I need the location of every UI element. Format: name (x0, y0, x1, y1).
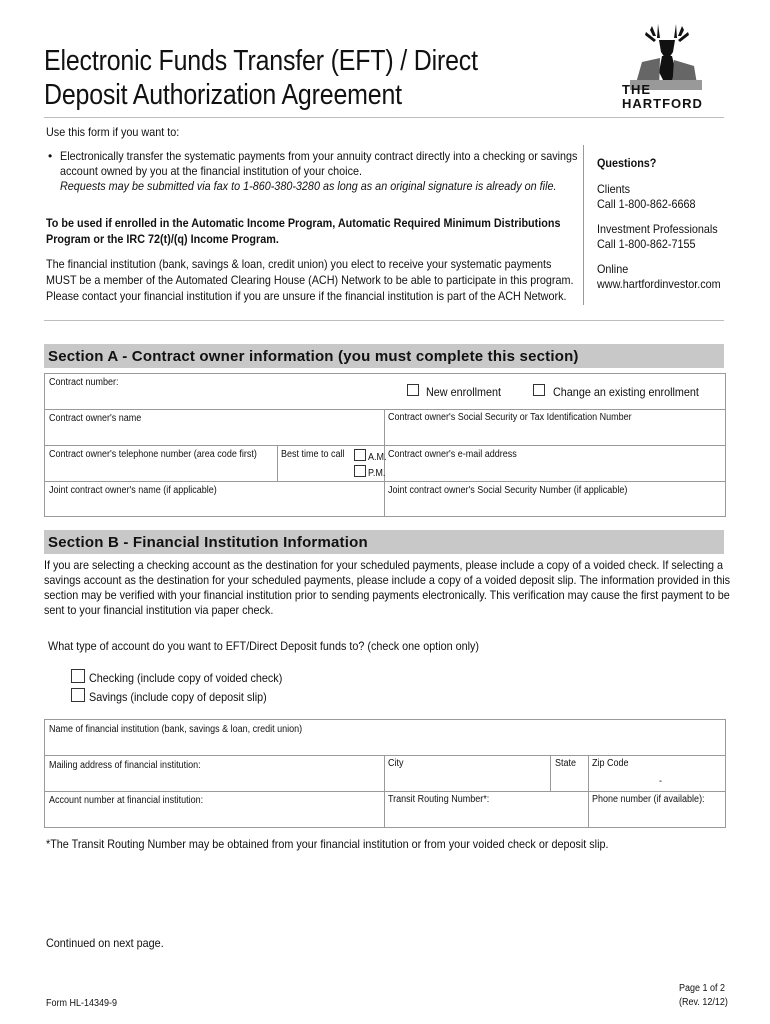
bullet-marker: • (48, 149, 53, 163)
phone-input[interactable] (592, 808, 720, 826)
section-b-para-line4: sent to your financial institution via paper check. (44, 603, 274, 617)
contract-number-input[interactable] (49, 388, 399, 408)
owner-name-input[interactable] (49, 425, 379, 444)
section-b-header (44, 530, 724, 554)
zip-input[interactable] (592, 772, 720, 790)
form-title-line2: Deposit Authorization Agreement (44, 79, 402, 111)
bullet-line2: account owned by you at the financial institution of your choice. (60, 164, 362, 178)
am-checkbox[interactable] (354, 449, 366, 461)
mailing-address-input[interactable] (49, 772, 379, 790)
ach-line2: MUST be a member of the Automated Clearing House (ACH) Network to be able to participate in this program. (46, 273, 574, 287)
best-time-label: Best time to call (281, 449, 345, 460)
hartford-logo (612, 22, 722, 116)
owner-ssn-label: Contract owner's Social Security or Tax Identification Number (388, 412, 632, 423)
ach-line1: The financial institution (bank, savings & loan, credit union) you elect to receive your systematic payments (46, 257, 552, 271)
col-divider (588, 755, 589, 827)
zip-label: Zip Code (592, 758, 629, 769)
new-enrollment-label: New enrollment (426, 385, 502, 399)
inv-label: Investment Professionals (597, 222, 718, 236)
zip-dash: - (659, 776, 663, 787)
owner-name-label: Contract owner's name (49, 413, 142, 424)
owner-phone-input[interactable] (49, 462, 274, 480)
owner-email-label: Contract owner's e-mail address (388, 449, 517, 460)
revision: (Rev. 12/12) (679, 997, 728, 1008)
col-divider (550, 755, 551, 791)
routing-number-input[interactable] (388, 808, 584, 826)
row-divider (45, 409, 725, 410)
account-number-label: Account number at financial institution: (49, 795, 204, 806)
routing-footnote: *The Transit Routing Number may be obtained from your financial institution or from your voided check or deposit slip. (46, 837, 609, 851)
form-title-line1: Electronic Funds Transfer (EFT) / Direct (44, 45, 478, 77)
page-number: Page 1 of 2 (679, 983, 726, 994)
account-type-question: What type of account do you want to EFT/Direct Deposit funds to? (check one option only) (48, 639, 480, 653)
city-input[interactable] (388, 772, 546, 790)
am-label: A.M. (368, 452, 387, 463)
section-a-title: Section A - Contract owner information (you must complete this section) (48, 348, 579, 365)
owner-email-input[interactable] (388, 462, 720, 480)
change-enrollment-label: Change an existing enrollment (553, 385, 699, 399)
bullet-line1: Electronically transfer the systematic payments from your annuity contract directly into a checking or savings (60, 149, 578, 163)
section-b-title: Section B - Financial Institution Information (48, 534, 368, 551)
intro-divider (44, 320, 724, 321)
city-label: City (388, 758, 404, 769)
owner-phone-label: Contract owner's telephone number (area code first) (49, 449, 257, 460)
enroll-line1: To be used if enrolled in the Automatic Income Program, Automatic Required Minimum Distributions (46, 216, 561, 230)
phone-label: Phone number (if available): (592, 794, 705, 805)
logo-text-the: THE (622, 82, 651, 97)
joint-ssn-label: Joint contract owner's Social Security Number (if applicable) (388, 485, 628, 496)
joint-name-input[interactable] (49, 497, 379, 515)
checking-label: Checking (include copy of voided check) (89, 671, 283, 685)
logo-text-hartford: HARTFORD (622, 96, 703, 111)
section-b-para-line1: If you are selecting a checking account as the destination for your scheduled payments, please include a copy of a voided check. If selecting a (44, 558, 724, 572)
row-divider (45, 755, 725, 756)
pm-label: P.M. (368, 468, 386, 479)
fi-name-input[interactable] (49, 736, 719, 754)
fax-note: Requests may be submitted via fax to 1-860-380-3280 as long as an original signature is already on file. (60, 179, 557, 193)
section-a-grid (44, 373, 726, 517)
savings-checkbox[interactable] (71, 688, 85, 702)
mailing-address-label: Mailing address of financial institution: (49, 760, 201, 771)
col-divider (384, 755, 385, 827)
online-label: Online (597, 262, 629, 276)
state-label: State (555, 758, 577, 769)
contract-number-label: Contract number: (49, 377, 119, 388)
joint-name-label: Joint contract owner's name (if applicable) (49, 485, 217, 496)
clients-label: Clients (597, 182, 631, 196)
savings-label: Savings (include copy of deposit slip) (89, 690, 267, 704)
owner-ssn-input[interactable] (388, 425, 720, 444)
new-enrollment-checkbox[interactable] (407, 384, 419, 396)
row-divider (45, 791, 725, 792)
joint-ssn-input[interactable] (388, 497, 720, 515)
form-title (44, 44, 478, 112)
clients-phone: Call 1-800-862-6668 (597, 197, 696, 211)
header-divider (44, 117, 724, 118)
form-number: Form HL-14349-9 (46, 998, 118, 1009)
fi-name-label: Name of financial institution (bank, savings & loan, credit union) (49, 724, 303, 735)
section-b-para-line3: section may be verified with your financial institution prior to sending payments electronically. This verification may cause the first payment to be (44, 588, 730, 602)
enroll-line2: Program or the IRC 72(t)/(q) Income Program. (46, 232, 279, 246)
pm-checkbox[interactable] (354, 465, 366, 477)
ach-line3: Please contact your financial institution if you are unsure if the financial institution is part of the ACH Network. (46, 289, 567, 303)
continued-text: Continued on next page. (46, 936, 164, 950)
checking-checkbox[interactable] (71, 669, 85, 683)
online-url[interactable]: www.hartfordinvestor.com (597, 277, 721, 291)
col-divider (277, 445, 278, 481)
section-a-header (44, 344, 724, 368)
section-b-para-line2: savings account as the destination for your scheduled payments, please include a copy of a voided deposit slip. The information provided in this (44, 573, 731, 587)
section-b-grid (44, 719, 726, 828)
inv-phone: Call 1-800-862-7155 (597, 237, 696, 251)
change-enrollment-checkbox[interactable] (533, 384, 545, 396)
questions-divider (583, 145, 584, 305)
row-divider (45, 445, 725, 446)
row-divider (45, 481, 725, 482)
routing-number-label: Transit Routing Number*: (388, 794, 490, 805)
account-number-input[interactable] (49, 808, 379, 826)
use-form-text: Use this form if you want to: (46, 125, 180, 139)
state-input[interactable] (554, 772, 586, 790)
questions-heading: Questions? (597, 156, 657, 170)
